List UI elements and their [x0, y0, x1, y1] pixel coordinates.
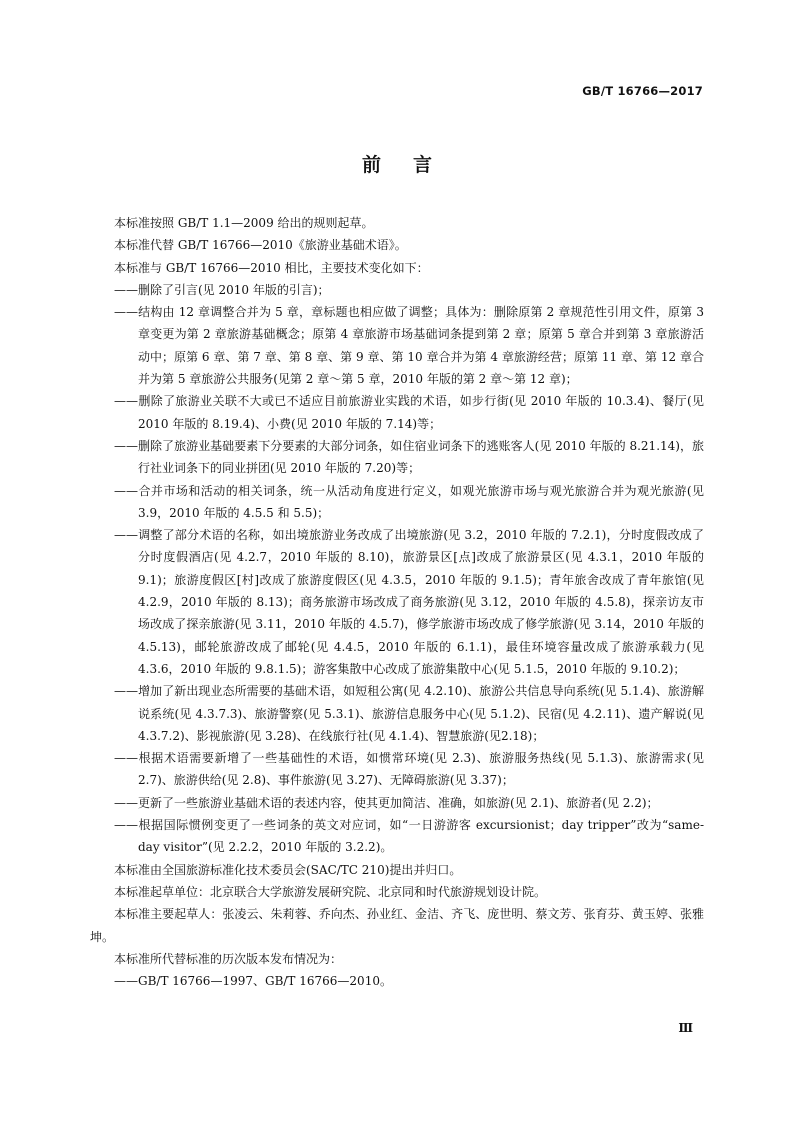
- change-item: ——删除了旅游业关联不大或已不适应目前旅游业实践的术语，如步行街(见 2010 年版的 10.3.4)、餐厅(见 2010 年版的 8.19.4)、小费(见 2010 年版的 7.14)等；: [114, 394, 704, 431]
- change-item: ——根据国际惯例变更了一些词条的英文对应词，如“一日游游客 excursionist；day tripper”改为“same-day visitor”(见 2.2.2，2010 年版的 3.2.2)。: [114, 818, 704, 855]
- paragraph: 本标准代替 GB/T 16766—2010《旅游业基础术语》。: [114, 238, 407, 253]
- paragraph: 本标准与 GB/T 16766—2010 相比，主要技术变化如下：: [114, 260, 429, 275]
- document-body: [90, 212, 704, 992]
- change-item: ——结构由 12 章调整合并为 5 章，章标题也相应做了调整；具体为：删除原第 2 章规范性引用文件，原第 3 章变更为第 2 章旅游基础概念；原第 4 章旅游市场基础词条提到第 2 章；原第 5 章合并到第 3 章旅游活动中；原第 6 章、第 7 章、第 8 章、第 9 章、第 10 章合并为第 4 章旅游经营；原第 11 章、第 12 章合并为第 5 章旅游公共服务(见第 2 章～第 5 章，2010 年版的第 2 章～第 12 章)；: [114, 305, 704, 387]
- page-number: Ⅲ: [678, 1021, 693, 1035]
- change-item: ——根据术语需要新增了一些基础性的术语，如惯常环境(见 2.3)、旅游服务热线(见 5.1.3)、旅游需求(见 2.7)、旅游供给(见 2.8)、事件旅游(见 3.27)、无障碍旅游(见 3.37)；: [114, 751, 704, 788]
- change-item: ——更新了一些旅游业基础术语的表述内容，使其更加简洁、准确，如旅游(见 2.1)、旅游者(见 2.2)；: [114, 795, 659, 810]
- paragraph: 本标准起草单位：北京联合大学旅游发展研究院、北京同和时代旅游规划设计院。: [114, 884, 547, 899]
- change-item: ——删除了引言(见 2010 年版的引言)；: [114, 282, 330, 297]
- page-title: 前言: [361, 154, 464, 176]
- paragraph: 本标准所代替标准的历次版本发布情况为：: [114, 951, 343, 966]
- paragraph: 本标准由全国旅游标准化技术委员会(SAC/TC 210)提出并归口。: [114, 862, 462, 877]
- change-item: ——删除了旅游业基础要素下分要素的大部分词条，如住宿业词条下的逃账客人(见 2010 年版的 8.21.14)，旅行社业词条下的同业拼团(见 2010 年版的 7.20)等；: [114, 438, 704, 476]
- change-item: ——合并市场和活动的相关词条，统一从活动角度进行定义，如观光旅游市场与观光旅游合并为观光旅游(见 3.9，2010 年版的 4.5.5 和 5.5)；: [114, 483, 704, 520]
- paragraph: 本标准主要起草人：张凌云、朱莉蓉、乔向杰、孙业红、金洁、齐飞、庞世明、蔡文芳、张育芬、黄玉婷、张雅坤。: [90, 907, 704, 944]
- history-item: ——GB/T 16766—1997、GB/T 16766—2010。: [114, 974, 392, 989]
- standard-code: GB/T 16766—2017: [582, 84, 703, 98]
- paragraph: 本标准按照 GB/T 1.1—2009 给出的规则起草。: [114, 216, 374, 230]
- change-item: ——调整了部分术语的名称，如出境旅游业务改成了出境旅游(见 3.2，2010 年版的 7.2.1)，分时度假改成了分时度假酒店(见 4.2.7，2010 年版的 8.10)，旅游景区[点]改成了旅游景区(见 4.3.1，2010 年版的 9.1)；旅游度假区[村]改成了旅游度假区(见 4.3.5，2010 年版的 9.1.5)；青年旅舍改成了青年旅馆(见 4.2.9，2010 年版的 8.13)；商务旅游市场改成了商务旅游(见 3.12，2010 年版的 4.5.8)，探亲访友市场改成了探亲旅游(见 3.11，2010 年版的 4.5.7)，修学旅游市场改成了修学旅游(见 3.14，2010 年版的 4.5.13)，邮轮旅游改成了邮轮(见 4.4.5，2010 年版的 6.1.1)，最佳环境容量改成了旅游承载力(见 4.3.6，2010 年版的 9.8.1.5)；游客集散中心改成了旅游集散中心(见 5.1.5，2010 年版的 9.10.2)；: [114, 528, 704, 676]
- change-item: ——增加了新出现业态所需要的基础术语，如短租公寓(见 4.2.10)、旅游公共信息导向系统(见 5.1.4)、旅游解说系统(见 4.3.7.3)、旅游警察(见 5.3.1)、旅游信息服务中心(见 5.1.2)、民宿(见 4.2.11)、遗产解说(见 4.3.7.2)、影视旅游(见 3.28)、在线旅行社(见 4.1.4)、智慧旅游(见2.18)；: [114, 684, 704, 743]
